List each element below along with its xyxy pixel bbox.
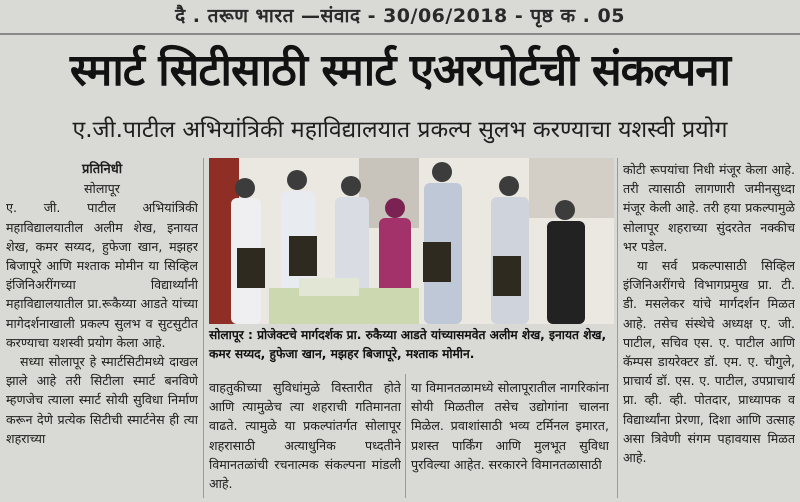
column-1-paragraph-1: ए. जी. पाटील अभियांत्रिकी महाविद्यालयातील अलीम शेख, इनायत शेख, कमर सय्यद, हुफेजा खान, मझहर बिजापूरे आणि मश्ताक मोमीन या सिव्हिल इंजिनिअरींगच्या विद्यार्थ्यांनी महाविद्यालयातील प्रा.रूकैय्या आडते यांच्या मागेदर्शनाखाली प्रकल्प सुलभ व सुटसुटीत करण्याचा यशस्वी प्रयोग केला आहे. <box>6 200 198 350</box>
column-4 <box>623 160 795 500</box>
column-divider <box>617 158 618 498</box>
column-1 <box>6 160 198 500</box>
column-2 <box>209 378 401 498</box>
group-photo-illustration <box>209 158 614 324</box>
column-4-paragraph-2: या सर्व प्रकल्पासाठी सिव्हिल इंजिनिअरींगचे विभागप्रमुख प्रा. टी. डी. मसलेकर यांचे मार्गदर्शन मिळत आहे. तसेच संस्थेचे अध्यक्ष ए. जी. पाटील, सचिव एस. ए. पाटील आणि कॅम्पस डायरेक्टर डॉ. एम. ए. चौगुले, प्राचार्य डॉ. एस. ए. पाटील, उपप्राचार्य प्रा. व्ही. व्ही. पोतदार, प्राध्यापक व विद्यार्थ्यांना प्रेरणा, दिशा आणि उत्साह असा त्रिवेणी संगम पहावयास मिळत आहे. <box>623 258 795 466</box>
headline: स्मार्ट सिटीसाठी स्मार्ट एअरपोर्टची संकल्पना <box>69 45 731 96</box>
column-2-paragraph: वाहतुकीच्या सुविधांमुळे विस्तारीत होते आणि त्यामुळेच त्या शहराची गतिमानता वाढते. त्यामुळे या प्रकल्पांतर्गत सोलापूर शहरासाठी अत्याधुनिक पध्दतीने विमानतळांची रचनात्मक संकल्पना मांडली आहे. <box>209 380 401 492</box>
byline: प्रतिनिधी <box>81 162 123 177</box>
subheadline: ए.जी.पाटील अभियांत्रिकी महाविद्यालयात प्रकल्प सुलभ करण्याचा यशस्वी प्रयोग <box>72 117 728 143</box>
column-3-paragraph: या विमानतळामध्ये सोलापूरातील नागरिकांना सोयी मिळतील तसेच उद्योगांना चालना मिळेल. प्रवाशांसाठी भव्य टर्मिनल इमारत, प्रशस्त पार्किंग आणि मुलभूत सुविधा पुरविल्या आहेत. सरकारने विमानतळासाठी <box>411 380 609 472</box>
news-photo <box>209 158 614 324</box>
masthead-rule <box>0 33 800 35</box>
masthead: दै . तरूण भारत —संवाद - 30/06/2018 - पृष्ठ क . 05 <box>175 5 625 27</box>
column-divider <box>405 374 406 498</box>
photo-caption: सोलापूर : प्रोजेक्टचे मार्गदर्शक प्रा. रुकैय्या आडते यांच्यासमवेत अलीम शेख, इनायत शेख, कमर सय्यद, हुफेजा खान, मझहर बिजापूरे, मश्ताक मोमीन. <box>209 328 607 361</box>
dateline: सोलापूर <box>84 181 120 197</box>
column-4-paragraph-1: कोटी रूपयांचा निधी मंजूर केला आहे. तरी त्यासाठी लागणारी जमीनसुध्दा मंजूर केली आहे. तरी हया प्रकल्पामुळे सोलापूर शहराच्या सुंदरतेत नक्कीच भर पडेल. <box>623 162 795 254</box>
column-3 <box>411 378 609 498</box>
column-1-paragraph-2: सध्या सोलापूर हे स्मार्टसिटीमध्ये दाखल झाले आहे तरी सिटीला स्मार्ट बनविणे म्हणजेच त्याला स्मार्ट सोयी सुविधा निर्माण करून देणे प्रत्येक सिटीची स्मार्टनेस ही त्या शहराच्या <box>6 354 198 446</box>
column-divider <box>203 158 204 498</box>
